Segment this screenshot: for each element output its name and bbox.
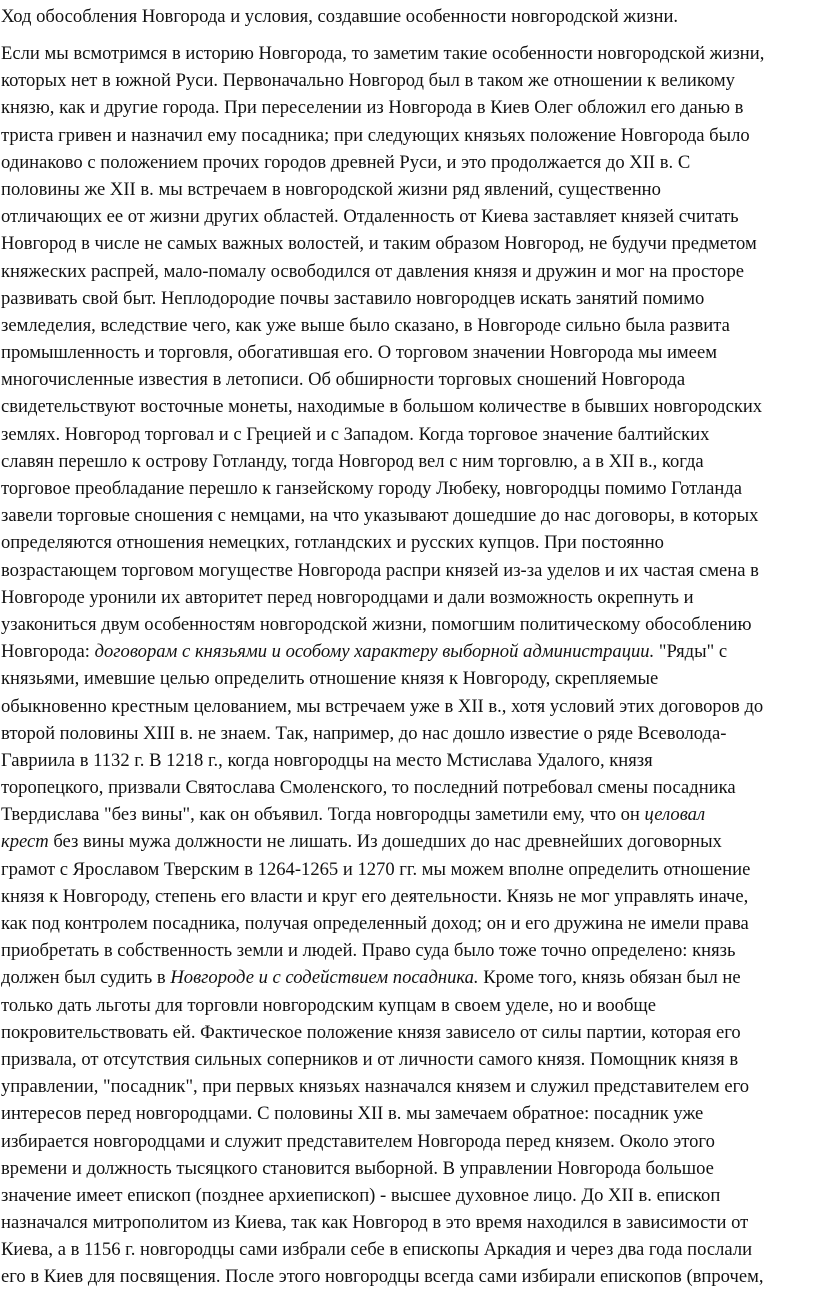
text-line xyxy=(1,312,815,339)
text-segment: князьями, имевшие целью определить отношение князя к Новгороду, скрепляемые xyxy=(1,668,659,690)
text-segment: торговое преобладание перешло к ганзейскому городу Любеку, новгородцы помимо Готланда xyxy=(1,478,743,499)
text-line xyxy=(1,176,815,203)
text-line xyxy=(1,801,815,828)
text-line xyxy=(1,285,815,312)
text-segment: земледелия, вследствие чего, как уже выше было сказано, в Новгороде сильно была развита xyxy=(1,314,730,336)
text-line xyxy=(1,258,815,285)
italic-text: Новгороде и с содействием посадника. xyxy=(170,967,479,989)
text-line xyxy=(1,611,815,638)
italic-text: договорам с князьями и особому характеру выборной администрации. xyxy=(94,641,655,663)
text-segment: назначался митрополитом из Киева, так как Новгород в это время находился в зависимости от xyxy=(1,1212,749,1234)
text-segment: обыкновенно крестным целованием, мы встречаем уже в XII в., хотя условий этих договоров до xyxy=(1,695,764,717)
text-line xyxy=(1,230,815,257)
text-line xyxy=(1,67,815,94)
text-segment: Твердислава "без вины", как он объявил. Тогда новгородцы заметили ему, что он xyxy=(1,804,645,826)
text-line xyxy=(1,557,815,584)
text-segment: княжеских распрей, мало-помалу освободился от давления князя и дружин и мог на просторе xyxy=(1,260,745,282)
text-segment: возрастающем торговом могуществе Новгорода распри князей из-за уделов и их частая смена в xyxy=(1,559,759,581)
text-line xyxy=(1,1209,815,1236)
document-title: Ход обособления Новгорода и условия, создавшие особенности новгородской жизни. xyxy=(1,6,679,27)
text-segment: избирается новгородцами и служит представителем Новгорода перед князем. Около этого xyxy=(1,1130,715,1152)
text-segment: одинаково с положением прочих городов древней Руси, и это продолжается до XII в. С xyxy=(1,151,691,173)
text-line xyxy=(1,339,815,366)
text-segment: Гавриила в 1132 г. В 1218 г., когда новгородцы на место Мстислава Удалого, князя xyxy=(1,749,653,771)
text-segment: Новгород в числе не самых важных волостей, и таким образом Новгород, не будучи предметом xyxy=(1,233,757,255)
text-line xyxy=(1,122,815,149)
text-line xyxy=(1,883,815,910)
text-segment: его в Киев для посвящения. После этого новгородцы всегда сами избирали епископов (впрочем, xyxy=(1,1266,764,1288)
text-segment: многочисленные известия в летописи. Об обширности торговых сношений Новгорода xyxy=(1,369,686,391)
text-segment: времени и должность тысяцкого становится выборной. В управлении Новгорода большое xyxy=(1,1157,714,1179)
text-segment: покровительствовать ей. Фактическое положение князя зависело от силы партии, которая его xyxy=(1,1021,741,1043)
text-line xyxy=(1,1073,815,1100)
text-line xyxy=(1,937,815,964)
text-segment: Новгорода: xyxy=(1,641,95,663)
body-paragraph xyxy=(1,40,815,1291)
text-line xyxy=(1,964,815,991)
text-line xyxy=(1,1155,815,1182)
text-line xyxy=(1,747,815,774)
text-segment: Новгороде уронили их авторитет перед новгородцами и дали возможность окрепнуть и xyxy=(1,586,694,608)
text-segment: торопецкого, призвали Святослава Смоленского, то последний потребовал смены посадника xyxy=(1,777,736,799)
text-segment: призвала, от отсутствия сильных соперников и от личности самого князя. Помощник князя в xyxy=(1,1048,739,1070)
text-line xyxy=(1,421,815,448)
text-segment: отличающих ее от жизни других областей. Отдаленность от Киева заставляет князей считать xyxy=(1,206,739,228)
text-segment: которых нет в южной Руси. Первоначально Новгород был в таком же отношении к великому xyxy=(1,70,735,92)
text-line xyxy=(1,693,815,720)
text-line xyxy=(1,1019,815,1046)
text-segment: управлении, "посадник", при первых князьях назначался князем и служил представителем его xyxy=(1,1076,750,1098)
text-segment: только дать льготы для торговли новгородским купцам в своем уделе, но и вообще xyxy=(1,994,656,1016)
text-segment: значение имеет епископ (позднее архиепископ) - высшее духовное лицо. До XII в. епископ xyxy=(1,1184,721,1206)
text-segment: Киева, а в 1156 г. новгородцы сами избрали себе в епископы Аркадия и через два года послали xyxy=(1,1239,753,1261)
text-line xyxy=(1,203,815,230)
text-line xyxy=(1,529,815,556)
text-segment: Кроме того, князь обязан был не xyxy=(478,967,741,989)
text-line xyxy=(1,1128,815,1155)
text-line xyxy=(1,720,815,747)
text-segment: узакониться двум особенностям новгородской жизни, помогшим политическому обособлению xyxy=(1,613,752,635)
text-line xyxy=(1,828,815,855)
italic-text: целовал xyxy=(644,804,706,826)
text-segment: интересов перед новгородцами. С половины XII в. мы замечаем обратное: посадник уже xyxy=(1,1103,704,1125)
text-line xyxy=(1,502,815,529)
text-segment: триста гривен и назначил ему посадника; при следующих князьях положение Новгорода было xyxy=(1,124,750,146)
text-line xyxy=(1,1236,815,1263)
text-segment: определяются отношения немецких, готландских и русских купцов. При постоянно xyxy=(1,532,664,554)
text-segment: "Ряды" с xyxy=(654,641,728,663)
text-line xyxy=(1,638,815,665)
text-line xyxy=(1,94,815,121)
text-line xyxy=(1,584,815,611)
text-segment: половины же XII в. мы встречаем в новгородской жизни ряд явлений, существенно xyxy=(1,178,661,200)
text-segment: грамот с Ярославом Тверским в 1264-1265 и 1270 гг. мы можем вполне определить отношение xyxy=(1,858,751,880)
text-line xyxy=(1,366,815,393)
text-line xyxy=(1,774,815,801)
text-segment: князю, как и другие города. При переселении из Новгорода в Киев Олег обложил его данью в xyxy=(1,97,744,119)
text-line xyxy=(1,475,815,502)
text-segment: должен был судить в xyxy=(1,967,171,989)
text-segment: промышленность и торговля, обогатившая его. О торговом значении Новгорода мы имеем xyxy=(1,342,717,364)
text-segment: как под контролем посадника, получая определенный доход; он и его дружина не имели права xyxy=(1,913,749,934)
text-segment: развивать свой быт. Неплодородие почвы заставило новгородцев искать занятий помимо xyxy=(1,287,705,309)
italic-text: крест xyxy=(1,831,49,853)
text-line xyxy=(1,1046,815,1073)
text-line xyxy=(1,992,815,1019)
text-segment: свидетельствуют восточные монеты, находимые в большом количестве в бывших новгородских xyxy=(1,396,763,418)
text-segment: Если мы всмотримся в историю Новгорода, то заметим такие особенности новгородской жизни, xyxy=(1,43,765,64)
text-segment: князя к Новгороду, степень его власти и круг его деятельности. Князь не мог управлять иначе, xyxy=(1,885,749,907)
text-line xyxy=(1,149,815,176)
text-line xyxy=(1,856,815,883)
text-segment: приобретать в собственность земли и людей. Право суда было тоже точно определено: князь xyxy=(1,940,736,962)
text-line xyxy=(1,448,815,475)
text-line xyxy=(1,1263,815,1290)
text-line xyxy=(1,393,815,420)
text-segment: землях. Новгород торговал и с Грецией и с Западом. Когда торговое значение балтийских xyxy=(1,423,710,445)
text-line xyxy=(1,1100,815,1127)
text-segment: славян перешло к острову Готланду, тогда Новгород вел с ним торговлю, а в XII в., когда xyxy=(1,450,704,472)
text-line xyxy=(1,40,815,67)
text-line xyxy=(1,1182,815,1209)
text-line xyxy=(1,910,815,937)
text-segment: завели торговые сношения с немцами, на что указывают дошедшие до нас договоры, в которых xyxy=(1,505,759,527)
text-line xyxy=(1,665,815,692)
text-segment: без вины мужа должности не лишать. Из дошедших до нас древнейших договорных xyxy=(48,831,722,853)
text-segment: второй половины XIII в. не знаем. Так, например, до нас дошло известие о ряде Всеволода- xyxy=(1,722,727,744)
